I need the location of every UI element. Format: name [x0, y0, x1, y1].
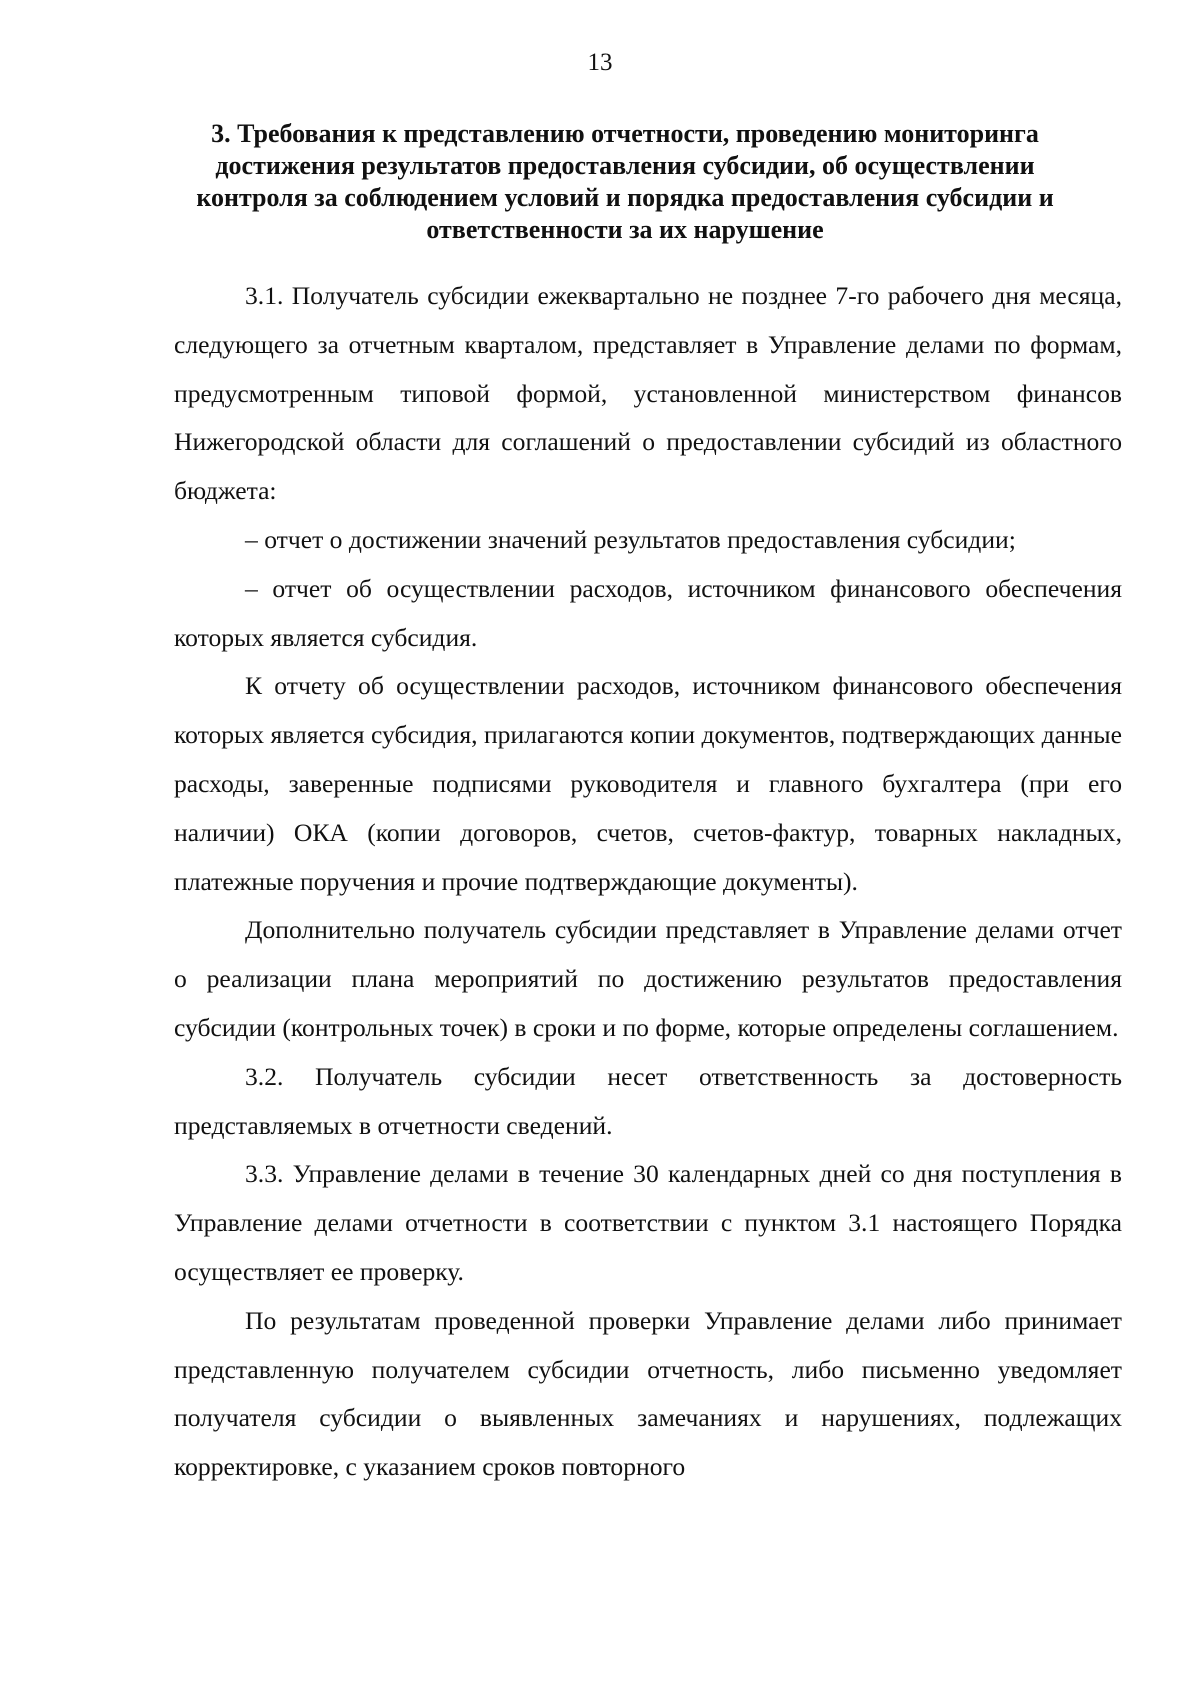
paragraph-3-3: 3.3. Управление делами в течение 30 календарных дней со дня поступления в Управление делами отчетности в соответствии с пунктом 3.1 настоящего Порядка осуществляет ее проверку. [174, 1159, 1122, 1286]
list-item-report-expenses: – отчет об осуществлении расходов, источником финансового обеспечения которых является субсидия. [174, 573, 1122, 652]
paragraph-attachments: К отчету об осуществлении расходов, источником финансового обеспечения которых является субсидия, прилагаются копии документов, подтверждающих данные расходы, заверенные подписями руководителя и главного бухгалтера (при его наличии) ОКА (копии договоров, счетов, счетов-фактур, товарных накладных, платежные поручения и прочие подтверждающие документы). [174, 671, 1122, 896]
paragraph-3-2: 3.2. Получатель субсидии несет ответственность за достоверность представляемых в отчетности сведений. [174, 1061, 1122, 1140]
document-body [174, 272, 1122, 1492]
page-number: 13 [587, 49, 613, 76]
list-item-report-results: – отчет о достижении значений результатов предоставления субсидии; [245, 524, 1016, 554]
paragraph-3-1: 3.1. Получатель субсидии ежеквартально не позднее 7-го рабочего дня месяца, следующего за отчетным кварталом, представляет в Управление делами по формам, предусмотренным типовой формой, установленной министерством финансов Нижегородской области для соглашений о предоставлении субсидий из областного бюджета: [174, 281, 1122, 506]
paragraph-review-results: По результатам проведенной проверки Управление делами либо принимает представленную получателем субсидии отчетность, либо письменно уведомляет получателя субсидии о выявленных замечаниях и нарушениях, подлежащих корректировке, с указанием сроков повторного [174, 1305, 1122, 1482]
paragraph-additional-report: Дополнительно получатель субсидии представляет в Управление делами отчет о реализации плана мероприятий по достижению результатов предоставления субсидии (контрольных точек) в сроки и по форме, которые определены соглашением. [174, 915, 1122, 1042]
section-heading: 3. Требования к представлению отчетности, проведению мониторинга достижения результатов предоставления субсидии, об осуществлении контроля за соблюдением условий и порядка предоставления субсидии и ответственности за их нарушение [196, 119, 1054, 244]
